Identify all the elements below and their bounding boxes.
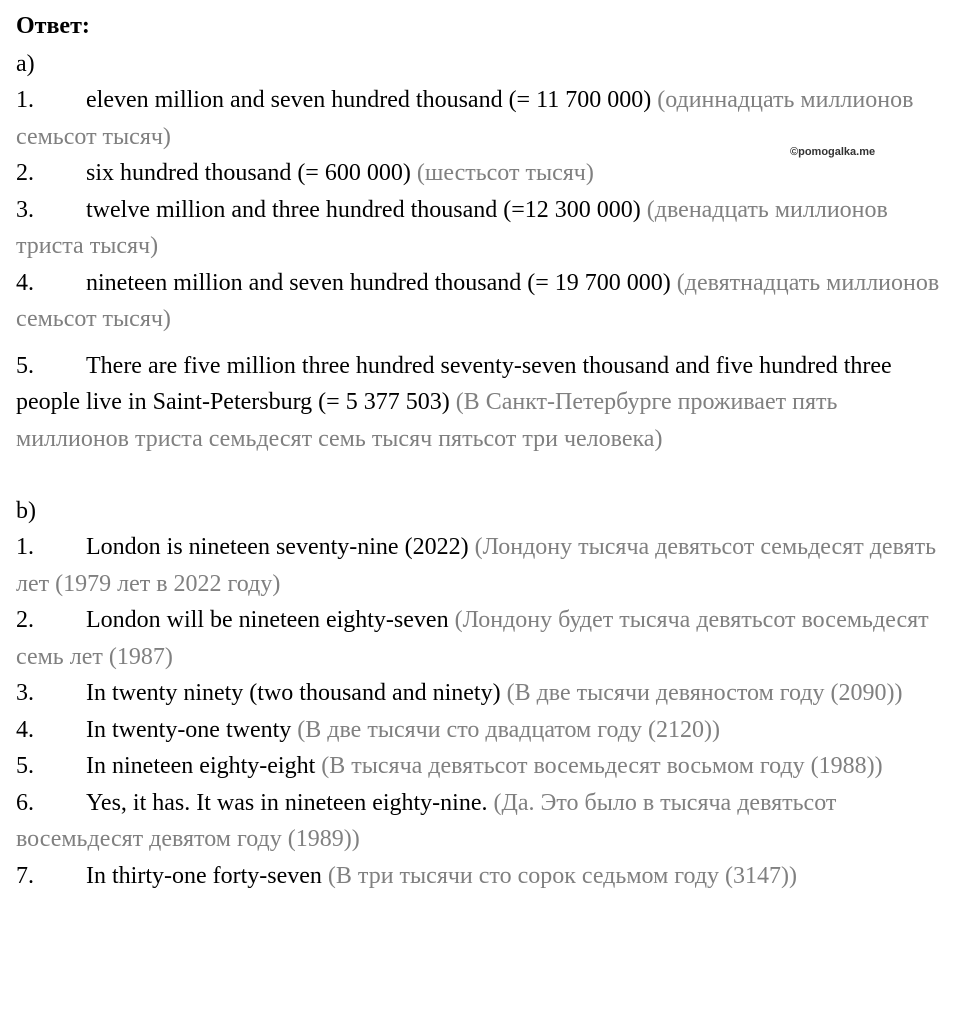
russian-translation: (одиннадцать миллионов семьсот тысяч): [16, 87, 914, 150]
russian-translation: (В три тысячи сто сорок седьмом году (3147)): [327, 862, 797, 889]
english-answer: In nineteen eighty-eight: [86, 753, 316, 779]
item-number: 5.: [16, 753, 34, 779]
section-a-item-4: [16, 265, 946, 338]
english-answer: In twenty-one twenty: [86, 716, 292, 743]
watermark: ©pomogalka.me: [790, 146, 876, 158]
spacer: [16, 457, 946, 493]
english-answer: Yes, it has. It was in nineteen eighty-nine.: [86, 789, 488, 816]
russian-translation: (девятнадцать миллионов семьсот тысяч): [16, 269, 940, 332]
item-number: 3.: [16, 680, 34, 706]
item-number: 4.: [16, 269, 34, 296]
item-number: 2.: [16, 607, 34, 633]
spacer: [16, 338, 946, 348]
section-a-item-3: [16, 192, 946, 265]
russian-translation: (Да. Это было в тысяча девятьсот восемьдесят девятом году (1989)): [16, 789, 837, 852]
russian-translation: (В две тысячи сто двадцатом году (2120)): [297, 716, 720, 743]
russian-translation: (В тысяча девятьсот восемьдесят восьмом году (1988)): [321, 753, 883, 779]
section-b-item-5: [16, 748, 946, 785]
item-number: 2.: [16, 160, 34, 186]
section-b-item-1: [16, 529, 946, 602]
section-b-item-3: [16, 675, 946, 712]
section-a-label: а): [16, 51, 35, 77]
english-answer: eleven million and seven hundred thousand (= 11 700 000): [86, 87, 652, 113]
section-b-item-4: [16, 712, 946, 749]
section-b-item-2: [16, 602, 946, 675]
english-answer: London will be nineteen eighty-seven: [86, 607, 449, 633]
english-answer: In twenty ninety (two thousand and ninety): [86, 680, 501, 706]
section-b-item-7: [16, 858, 946, 895]
item-number: 7.: [16, 862, 34, 889]
item-number: 1.: [16, 534, 34, 560]
section-b-label: b): [16, 498, 36, 524]
english-answer: There are five million three hundred seventy-seven thousand and five hundred three people live in Saint-Petersburg (= 5 377 503): [16, 352, 892, 415]
russian-translation: (В Санкт-Петербурге проживает пять миллионов триста семьдесят семь тысяч пятьсот три человека): [16, 389, 838, 452]
russian-translation: (Лондону тысяча девятьсот семьдесят девять лет (1979 лет в 2022 году): [16, 534, 937, 597]
english-answer: London is nineteen seventy-nine (2022): [86, 534, 469, 560]
english-answer: In thirty-one forty-seven: [86, 862, 322, 889]
section-a-item-2: [16, 155, 946, 192]
english-answer: twelve million and three hundred thousand (=12 300 000): [86, 196, 641, 223]
item-number: 5.: [16, 352, 34, 379]
english-answer: six hundred thousand (= 600 000): [86, 160, 411, 186]
section-a-item-5: [16, 348, 946, 458]
item-number: 3.: [16, 196, 34, 223]
item-number: 6.: [16, 789, 34, 816]
english-answer: nineteen million and seven hundred thousand (= 19 700 000): [86, 269, 671, 296]
answer-document: [16, 6, 946, 894]
item-number: 4.: [16, 716, 34, 743]
russian-translation: (В две тысячи девяностом году (2090)): [506, 680, 903, 706]
russian-translation: (шестьсот тысяч): [416, 160, 594, 186]
russian-translation: (двенадцать миллионов триста тысяч): [16, 196, 888, 259]
answer-title: Ответ:: [16, 13, 90, 39]
section-b-item-6: [16, 785, 946, 858]
russian-translation: (Лондону будет тысяча девятьсот восемьдесят семь лет (1987): [16, 607, 929, 670]
item-number: 1.: [16, 87, 34, 113]
